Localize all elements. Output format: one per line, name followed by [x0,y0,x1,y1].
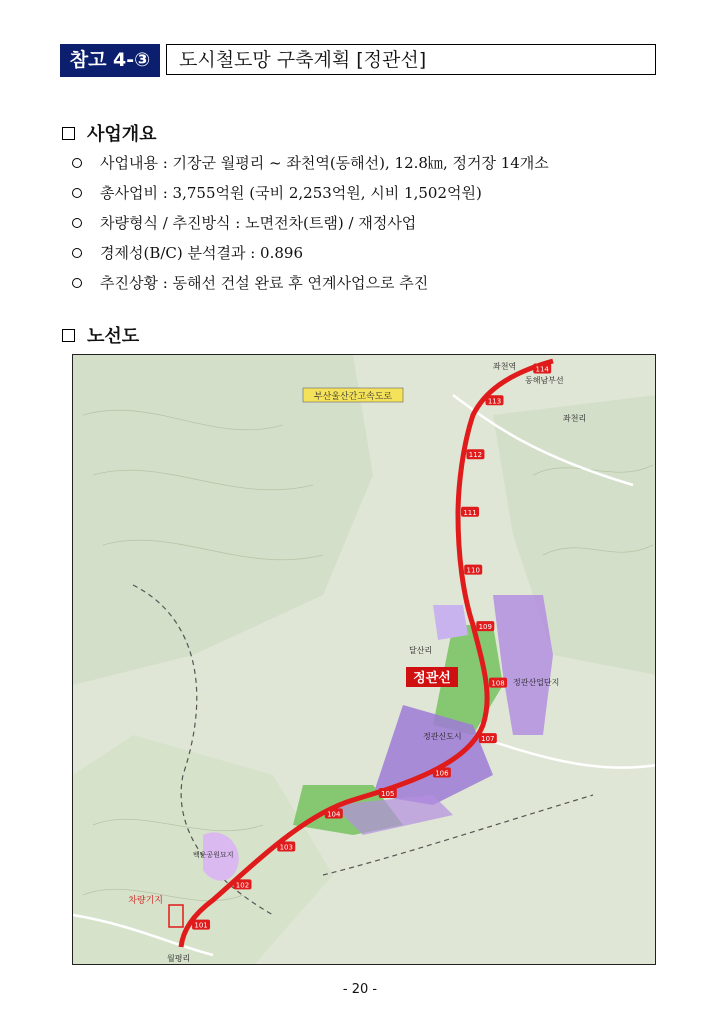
station-number: 112 [468,451,483,460]
route-map [72,354,656,965]
circle-bullet-icon [72,218,82,228]
reference-tag: 참고 4-③ [60,44,160,77]
list-item: 추진상황 : 동해선 건설 완료 후 연계사업으로 추진 [72,268,549,298]
route-map-svg [73,355,656,965]
station-number: 102 [235,881,250,890]
highway-banner: 부산울산간고속도로 [313,392,393,402]
route-map-heading-text: 노선도 [87,326,140,347]
station-number: 104 [327,810,341,819]
place-label-woljeong: 월평리 [167,954,191,963]
station-number: 111 [463,508,477,517]
place-label-cemetery: 백운공원묘지 [193,851,234,859]
station-number: 106 [435,769,449,778]
circle-bullet-icon [72,158,82,168]
station-number: 110 [466,566,480,575]
place-label-jwacheon-town: 좌천리 [563,414,587,423]
circle-bullet-icon [72,248,82,258]
station-number: 105 [381,790,395,799]
place-label-donghae: 동해남부선 [525,376,564,385]
checkbox-square-icon [62,329,75,342]
station-number: 108 [491,679,505,688]
depot-label: 차량기지 [128,896,163,906]
place-label-dalsan: 달산리 [409,646,433,655]
place-label-newtown: 정관신도시 [423,732,462,741]
list-item: 차량형식 / 추진방식 : 노면전차(트램) / 재정사업 [72,208,549,238]
page-title: 도시철도망 구축계획 [정관선] [166,44,656,75]
route-map-section-heading [62,322,139,348]
station-number: 114 [535,365,549,374]
place-label-jwacheon: 좌천역 [493,362,517,371]
station-number: 109 [478,623,492,632]
list-item: 경제성(B/C) 분석결과 : 0.896 [72,238,549,268]
checkbox-square-icon [62,127,75,140]
station-number: 101 [194,921,208,930]
list-item: 사업내용 : 기장군 월평리 ~ 좌천역(동해선), 12.8㎞, 정거장 14개소 [72,148,549,178]
overview-heading-text: 사업개요 [87,124,157,145]
list-item: 총사업비 : 3,755억원 (국비 2,253억원, 시비 1,502억원) [72,178,549,208]
place-label-sandan: 정관산업단지 [513,678,560,687]
station-number: 113 [487,397,502,406]
circle-bullet-icon [72,278,82,288]
page-number: - 20 - [342,982,378,997]
station-number: 103 [279,843,293,852]
station-number: 107 [481,735,495,744]
line-label: 정관선 [413,671,451,686]
overview-list [72,148,549,298]
circle-bullet-icon [72,188,82,198]
overview-section-heading [62,120,157,146]
